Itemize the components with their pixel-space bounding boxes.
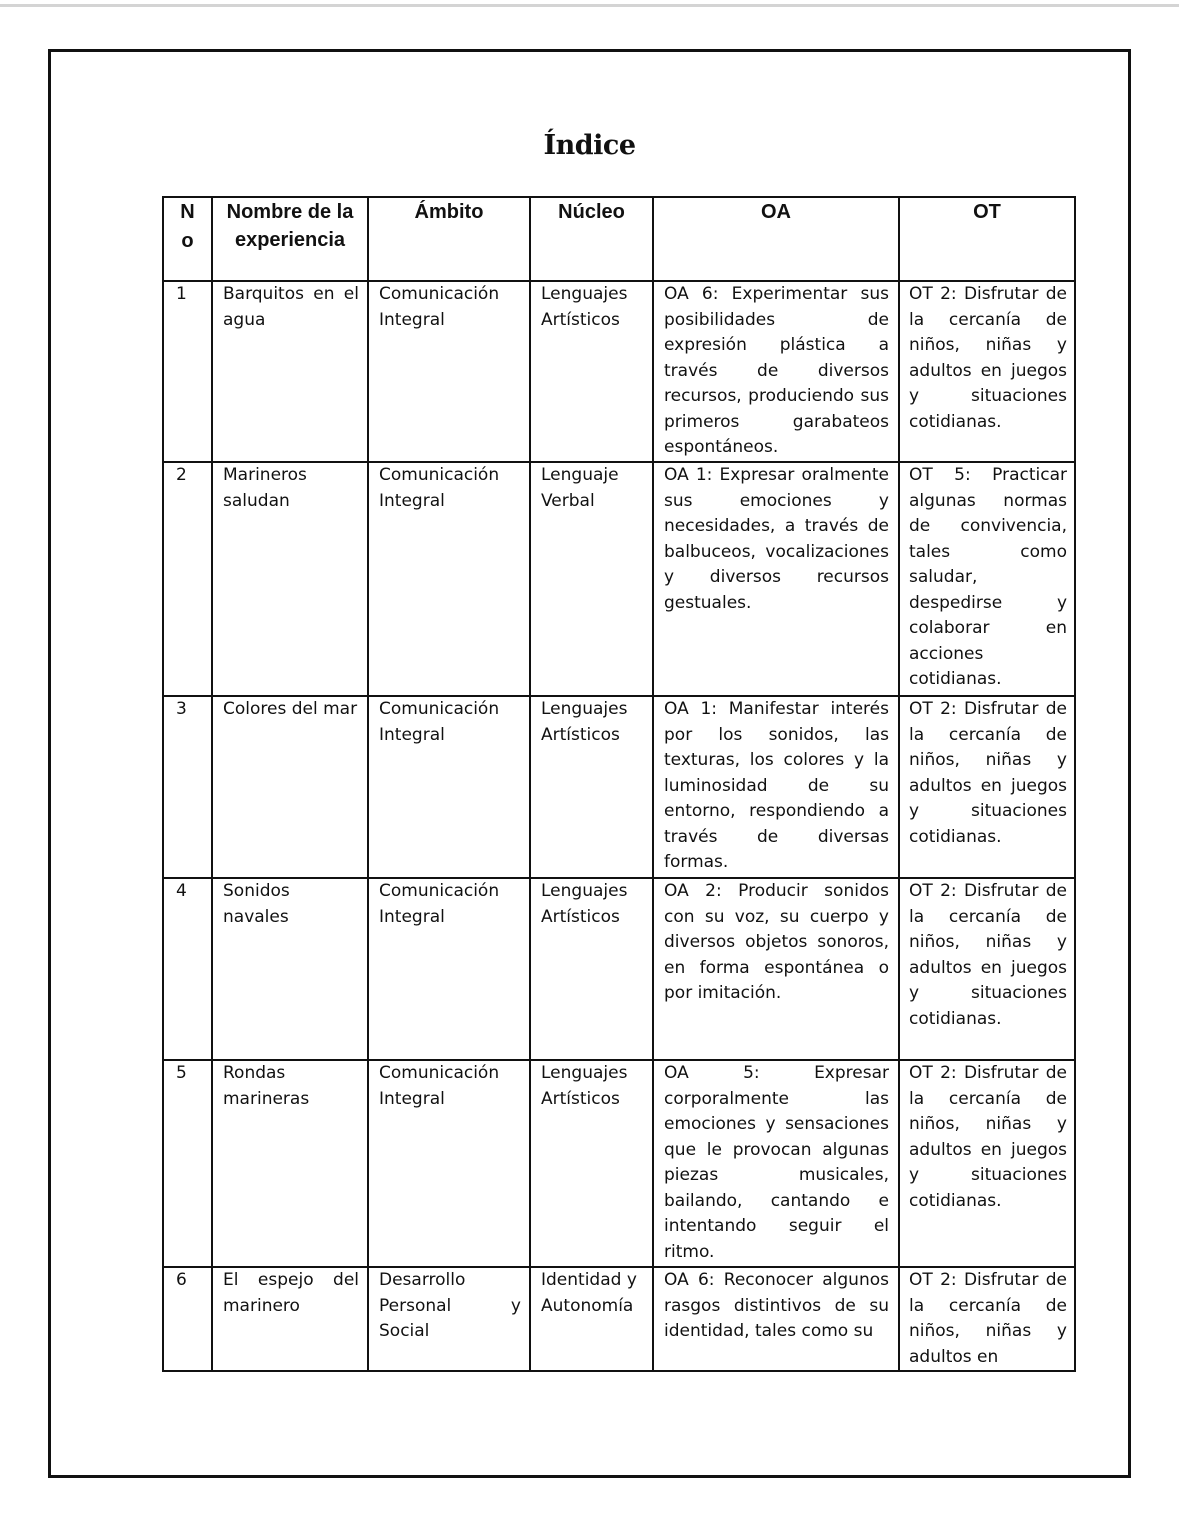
cell-oa: OA 6: Reconocer algunos rasgos distintivos de su identidad, tales como su [653,1267,899,1371]
col-header-number: N o [163,197,212,281]
cell-ambito: Desarrollo Personal y Social [368,1267,530,1371]
cell-number: 5 [163,1060,212,1267]
cell-nucleo: Lenguajes Artísticos [530,696,653,878]
table-row [163,462,1075,696]
col-header-nucleo: Núcleo [530,197,653,281]
cell-ot: OT 2: Disfrutar de la cercanía de niños, niñas y adultos en juegos y situaciones cotidianas. [899,696,1075,878]
cell-number: 1 [163,281,212,462]
table-row [163,281,1075,462]
cell-ambito: Comunicación Integral [368,696,530,878]
cell-oa: OA 1: Manifestar interés por los sonidos, las texturas, los colores y la luminosidad de su entorno, respondiendo a través de diversas formas. [653,696,899,878]
cell-nucleo: Lenguaje Verbal [530,462,653,696]
col-header-ambito: Ámbito [368,197,530,281]
cell-nombre: Marineros saludan [212,462,368,696]
cell-nucleo: Lenguajes Artísticos [530,281,653,462]
cell-ambito: Comunicación Integral [368,878,530,1060]
col-header-ot: OT [899,197,1075,281]
table-row [163,878,1075,1060]
cell-nucleo: Lenguajes Artísticos [530,878,653,1060]
cell-nombre: Colores del mar [212,696,368,878]
cell-nombre: Rondas marineras [212,1060,368,1267]
index-table [162,196,1076,1372]
cell-oa: OA 6: Experimentar sus posibilidades de expresión plástica a través de diversos recursos, produciendo sus primeros garabateos espontáneos. [653,281,899,462]
table-row [163,1267,1075,1371]
cell-nombre: Sonidos navales [212,878,368,1060]
cell-nucleo: Identidad y Autonomía [530,1267,653,1371]
col-header-nombre: Nombre de la experiencia [212,197,368,281]
cell-ot: OT 5: Practicar algunas normas de convivencia, tales como saludar, despedirse y colaborar en acciones cotidianas. [899,462,1075,696]
cell-ot: OT 2: Disfrutar de la cercanía de niños, niñas y adultos en juegos y situaciones cotidianas. [899,878,1075,1060]
cell-ambito: Comunicación Integral [368,1060,530,1267]
cell-number: 2 [163,462,212,696]
cell-number: 3 [163,696,212,878]
table-row [163,696,1075,878]
cell-nombre: El espejo del marinero [212,1267,368,1371]
cell-ot: OT 2: Disfrutar de la cercanía de niños, niñas y adultos en juegos y situaciones cotidianas. [899,1060,1075,1267]
col-header-oa: OA [653,197,899,281]
table-row [163,1060,1075,1267]
cell-nombre: Barquitos en el agua [212,281,368,462]
cell-number: 6 [163,1267,212,1371]
header-row [163,197,1075,281]
cell-ot: OT 2: Disfrutar de la cercanía de niños, niñas y adultos en [899,1267,1075,1371]
cell-oa: OA 2: Producir sonidos con su voz, su cuerpo y diversos objetos sonoros, en forma espontánea o por imitación. [653,878,899,1060]
cell-number: 4 [163,878,212,1060]
cell-oa: OA 1: Expresar oralmente sus emociones y necesidades, a través de balbuceos, vocalizaciones y diversos recursos gestuales. [653,462,899,696]
cell-ambito: Comunicación Integral [368,281,530,462]
top-rule [0,4,1179,7]
page-title: Índice [543,130,636,161]
cell-oa: OA 5: Expresar corporalmente las emociones y sensaciones que le provocan algunas piezas musicales, bailando, cantando e intentando seguir el ritmo. [653,1060,899,1267]
cell-ot: OT 2: Disfrutar de la cercanía de niños, niñas y adultos en juegos y situaciones cotidianas. [899,281,1075,462]
cell-ambito: Comunicación Integral [368,462,530,696]
cell-nucleo: Lenguajes Artísticos [530,1060,653,1267]
